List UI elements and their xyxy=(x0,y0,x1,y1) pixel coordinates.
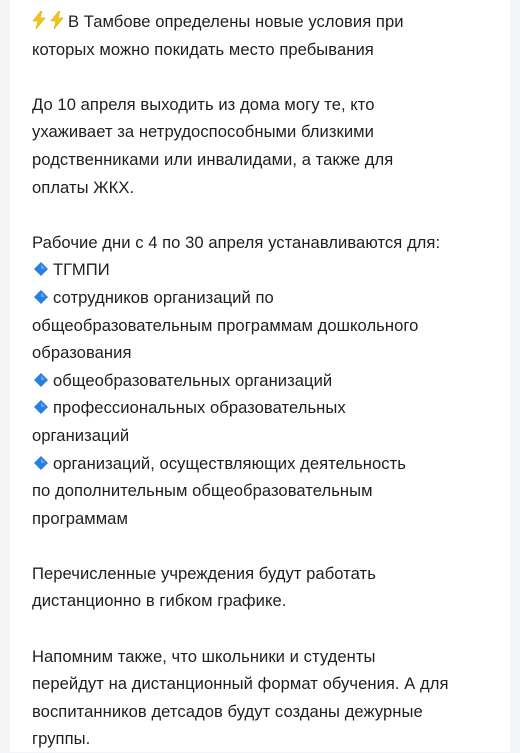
paragraph-line: дистанционно в гибком графике. xyxy=(32,591,287,611)
small-blue-diamond-icon xyxy=(34,373,48,387)
paragraph-line: группы. xyxy=(32,729,91,749)
paragraph-working-days xyxy=(32,229,502,533)
list-item: сотрудников организаций по общеобразовательным программам дошкольного образования xyxy=(32,287,419,363)
post-text xyxy=(32,8,502,753)
paragraph-line: Перечисленные учреждения будут работать xyxy=(32,563,376,583)
paragraph-line: Напомним также, что школьники и студенты xyxy=(32,646,376,666)
paragraph-stay-home xyxy=(32,91,502,201)
post-heading xyxy=(32,8,502,63)
paragraph-line: родственниками или инвалидами, а также для xyxy=(32,149,394,169)
post-card xyxy=(10,0,510,752)
list-item: ТГМПИ xyxy=(32,256,502,284)
heading-line: В Тамбове определены новые условия при xyxy=(68,12,404,31)
paragraph-line: ухаживает за нетрудоспособными близкими xyxy=(32,122,374,142)
paragraph-intro: Рабочие дни с 4 по 30 апреля устанавливаются для: xyxy=(32,232,441,252)
small-blue-diamond-icon xyxy=(34,400,48,414)
list-item: организаций, осуществляющих деятельность по дополнительным общеобразовательным программам xyxy=(32,453,406,528)
high-voltage-icon xyxy=(32,11,46,29)
heading-line: которых можно покидать место пребывания xyxy=(32,39,374,59)
small-blue-diamond-icon xyxy=(34,290,48,304)
list-item: общеобразовательных организаций xyxy=(32,367,502,395)
paragraph-line: До 10 апреля выходить из дома могу те, кто xyxy=(32,94,375,114)
small-blue-diamond-icon xyxy=(34,456,48,470)
paragraph-remote-work xyxy=(32,560,502,615)
paragraph-line: перейдут на дистанционный формат обучения. А для xyxy=(32,674,449,694)
paragraph-line: оплаты ЖКХ. xyxy=(32,177,135,197)
high-voltage-icon xyxy=(50,11,64,29)
list-item: профессиональных образовательных организаций xyxy=(32,398,346,445)
paragraph-distance-learning xyxy=(32,643,502,753)
paragraph-line: воспитанников детсадов будут созданы дежурные xyxy=(32,701,423,721)
small-blue-diamond-icon xyxy=(34,262,48,276)
